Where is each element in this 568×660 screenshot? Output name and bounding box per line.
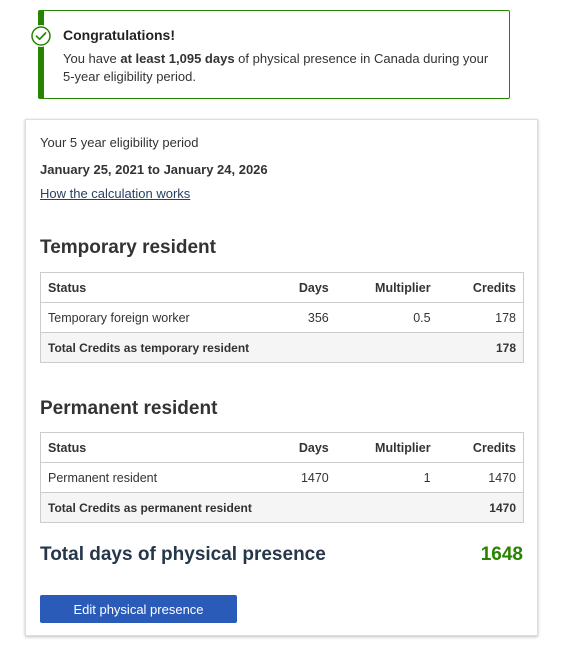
total-presence-value: 1648 [480,544,523,565]
table-header-row [41,273,524,303]
total-presence-label: Total days of physical presence [40,544,326,565]
row-credits: 178 [438,303,524,333]
alert-highlight: at least 1,095 days [120,51,235,66]
success-alert [38,10,510,99]
col-multiplier: Multiplier [336,273,438,303]
col-credits: Credits [438,273,524,303]
check-circle-icon [30,25,52,47]
calculation-link[interactable]: How the calculation works [40,186,191,201]
total-row [41,493,524,523]
row-days: 1470 [260,463,336,493]
period-label: Your 5 year eligibility period [40,135,199,150]
col-status: Status [41,433,260,463]
col-days: Days [260,273,336,303]
row-status: Permanent resident [41,463,260,493]
row-credits: 1470 [438,463,524,493]
row-multiplier: 1 [336,463,438,493]
col-credits: Credits [438,433,524,463]
total-value: 1470 [438,493,524,523]
table-row [41,463,524,493]
total-value: 178 [438,333,524,363]
permanent-resident-table [40,432,524,523]
total-label: Total Credits as temporary resident [41,333,438,363]
temporary-resident-table [40,272,524,363]
col-multiplier: Multiplier [336,433,438,463]
col-status: Status [41,273,260,303]
table-header-row [41,433,524,463]
row-multiplier: 0.5 [336,303,438,333]
col-days: Days [260,433,336,463]
permanent-resident-heading: Permanent resident [40,398,218,419]
edit-physical-presence-button[interactable]: Edit physical presence [40,595,237,623]
total-row [41,333,524,363]
total-label: Total Credits as permanent resident [41,493,438,523]
alert-title: Congratulations! [63,27,175,43]
row-status: Temporary foreign worker [41,303,260,333]
temporary-resident-heading: Temporary resident [40,237,216,258]
row-days: 356 [260,303,336,333]
period-dates: January 25, 2021 to January 24, 2026 [40,162,268,177]
alert-message: You have at least 1,095 days of physical presence in Canada during your 5-year eligibility period. [63,51,489,84]
eligibility-card [25,119,538,636]
table-row [41,303,524,333]
